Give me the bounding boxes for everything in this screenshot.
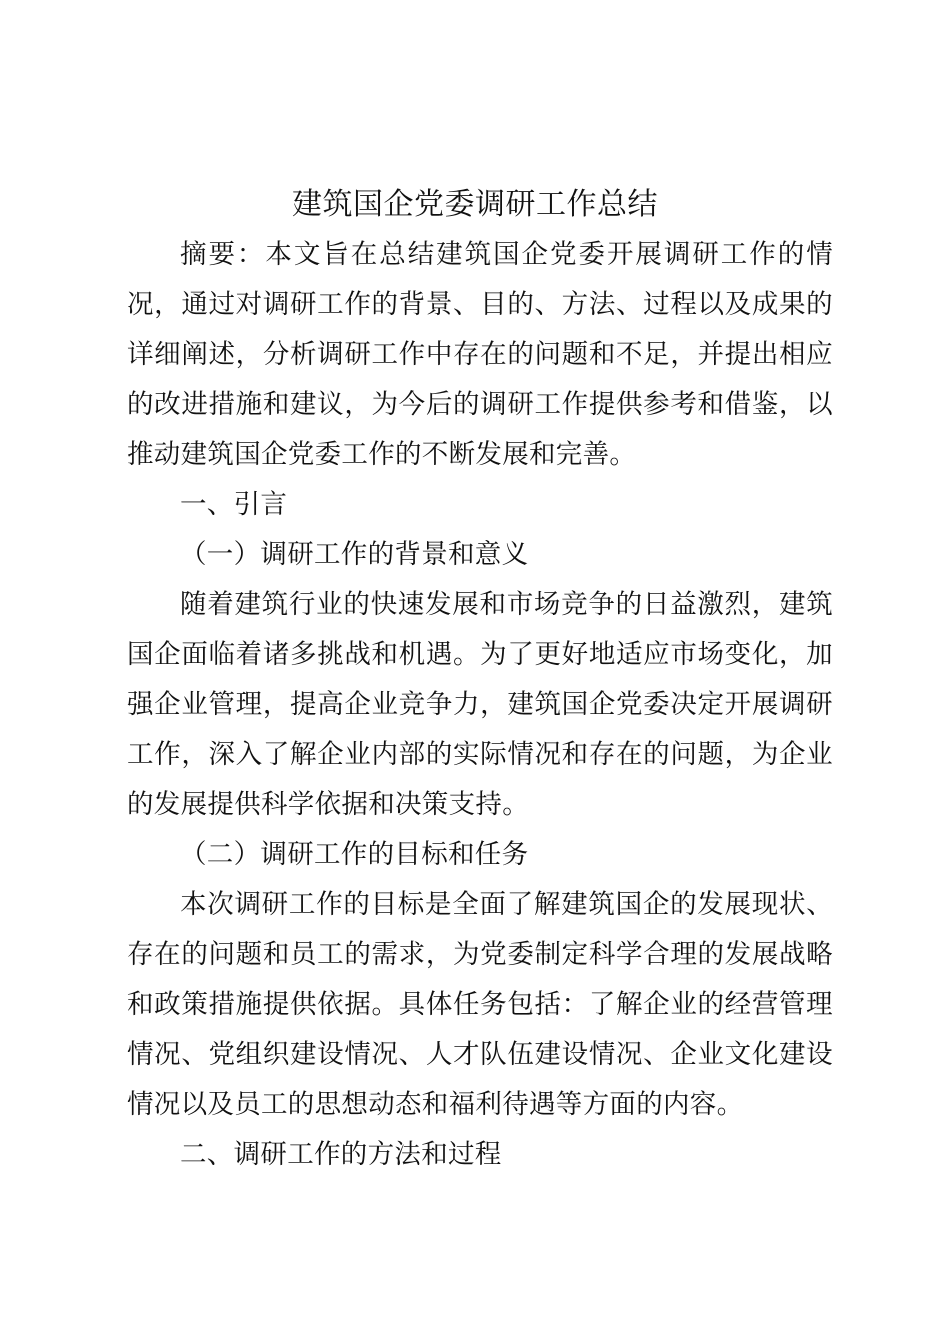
document-body bbox=[127, 230, 833, 1180]
background-paragraph: 随着建筑行业的快速发展和市场竞争的日益激烈，建筑国企面临着诸多挑战和机遇。为了更好地适应市场变化，加强企业管理，提高企业竞争力，建筑国企党委决定开展调研工作，深入了解企业内部的实际情况和存在的问题，为企业的发展提供科学依据和决策支持。 bbox=[127, 589, 833, 820]
subsection-heading-goals: （二）调研工作的目标和任务 bbox=[180, 839, 529, 870]
section-heading-methods: 二、调研工作的方法和过程 bbox=[180, 1139, 502, 1170]
subsection-heading-background: （一）调研工作的背景和意义 bbox=[180, 539, 529, 570]
section-heading-introduction: 一、引言 bbox=[180, 489, 288, 520]
goals-paragraph: 本次调研工作的目标是全面了解建筑国企的发展现状、存在的问题和员工的需求，为党委制定科学合理的发展战略和政策措施提供依据。具体任务包括：了解企业的经营管理情况、党组织建设情况、人才队伍建设情况、企业文化建设情况以及员工的思想动态和福利待遇等方面的内容。 bbox=[127, 889, 833, 1120]
abstract-paragraph: 摘要：本文旨在总结建筑国企党委开展调研工作的情况，通过对调研工作的背景、目的、方法、过程以及成果的详细阐述，分析调研工作中存在的问题和不足，并提出相应的改进措施和建议，为今后的调研工作提供参考和借鉴，以推动建筑国企党委工作的不断发展和完善。 bbox=[127, 239, 833, 470]
document-title: 建筑国企党委调研工作总结 bbox=[292, 187, 658, 222]
